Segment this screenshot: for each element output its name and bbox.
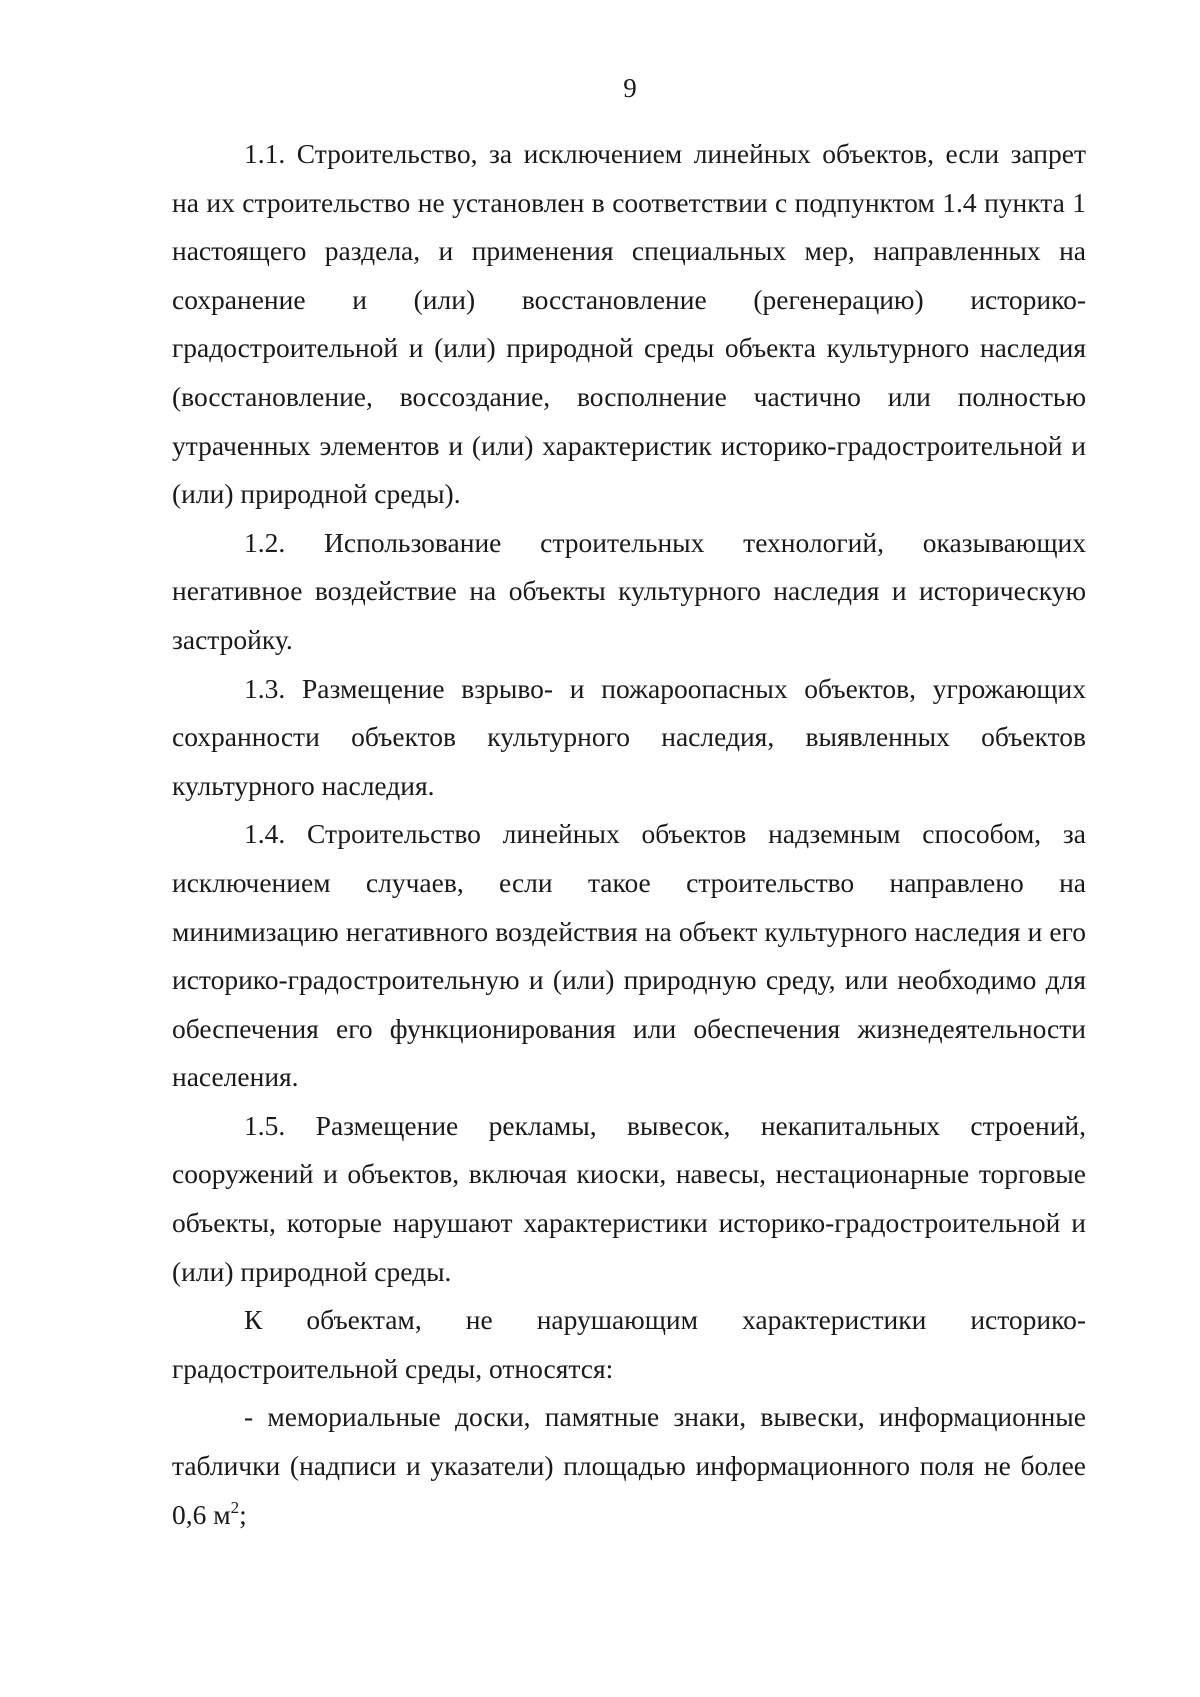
paragraph-1-1: 1.1. Строительство, за исключением линейных объектов, если запрет на их строительство не установлен в соответствии с подпунктом 1.4 пункта 1 настоящего раздела, и применения специальных мер, направленных на сохранение и (или) восстановление (регенерацию) историко-градостроительной и (или) природной среды объекта культурного наследия (восстановление, воссоздание, восполнение частично или полностью утраченных элементов и (или) характеристик историко-градостроительной и (или) природной среды). <box>172 138 1086 510</box>
paragraph-1-2: 1.2. Использование строительных технологий, оказывающих негативное воздействие на объекты культурного наследия и историческую застройку. <box>172 526 1086 655</box>
list-item-memorial-plaques <box>172 1393 1086 1539</box>
list-item-end: ; <box>239 1498 247 1530</box>
superscript-2: 2 <box>230 1497 240 1517</box>
paragraph-1-3: 1.3. Размещение взрыво- и пожароопасных объектов, угрожающих сохранности объектов культурного наследия, выявленных объектов культурного наследия. <box>172 672 1086 801</box>
paragraph-non-violating-objects: К объектам, не нарушающим характеристики историко-градостроительной среды, относятся: <box>172 1304 1086 1384</box>
list-item-text: - мемориальные доски, памятные знаки, вывески, информационные таблички (надписи и указатели) площадью информационного поля не более 0,6 м <box>172 1401 1086 1530</box>
paragraph-1-4: 1.4. Строительство линейных объектов надземным способом, за исключением случаев, если такое строительство направлено на минимизацию негативного воздействия на объект культурного наследия и его историко-градостроительную и (или) природную среду, или необходимо для обеспечения его функционирования или обеспечения жизнедеятельности населения. <box>172 818 1086 1093</box>
paragraph-1-5: 1.5. Размещение рекламы, вывесок, некапитальных строений, сооружений и объектов, включая киоски, навесы, нестационарные торговые объекты, которые нарушают характеристики историко-градостроительной и (или) природной среды. <box>172 1109 1086 1287</box>
document-body <box>172 130 1086 1539</box>
page-number: 9 <box>623 73 637 103</box>
